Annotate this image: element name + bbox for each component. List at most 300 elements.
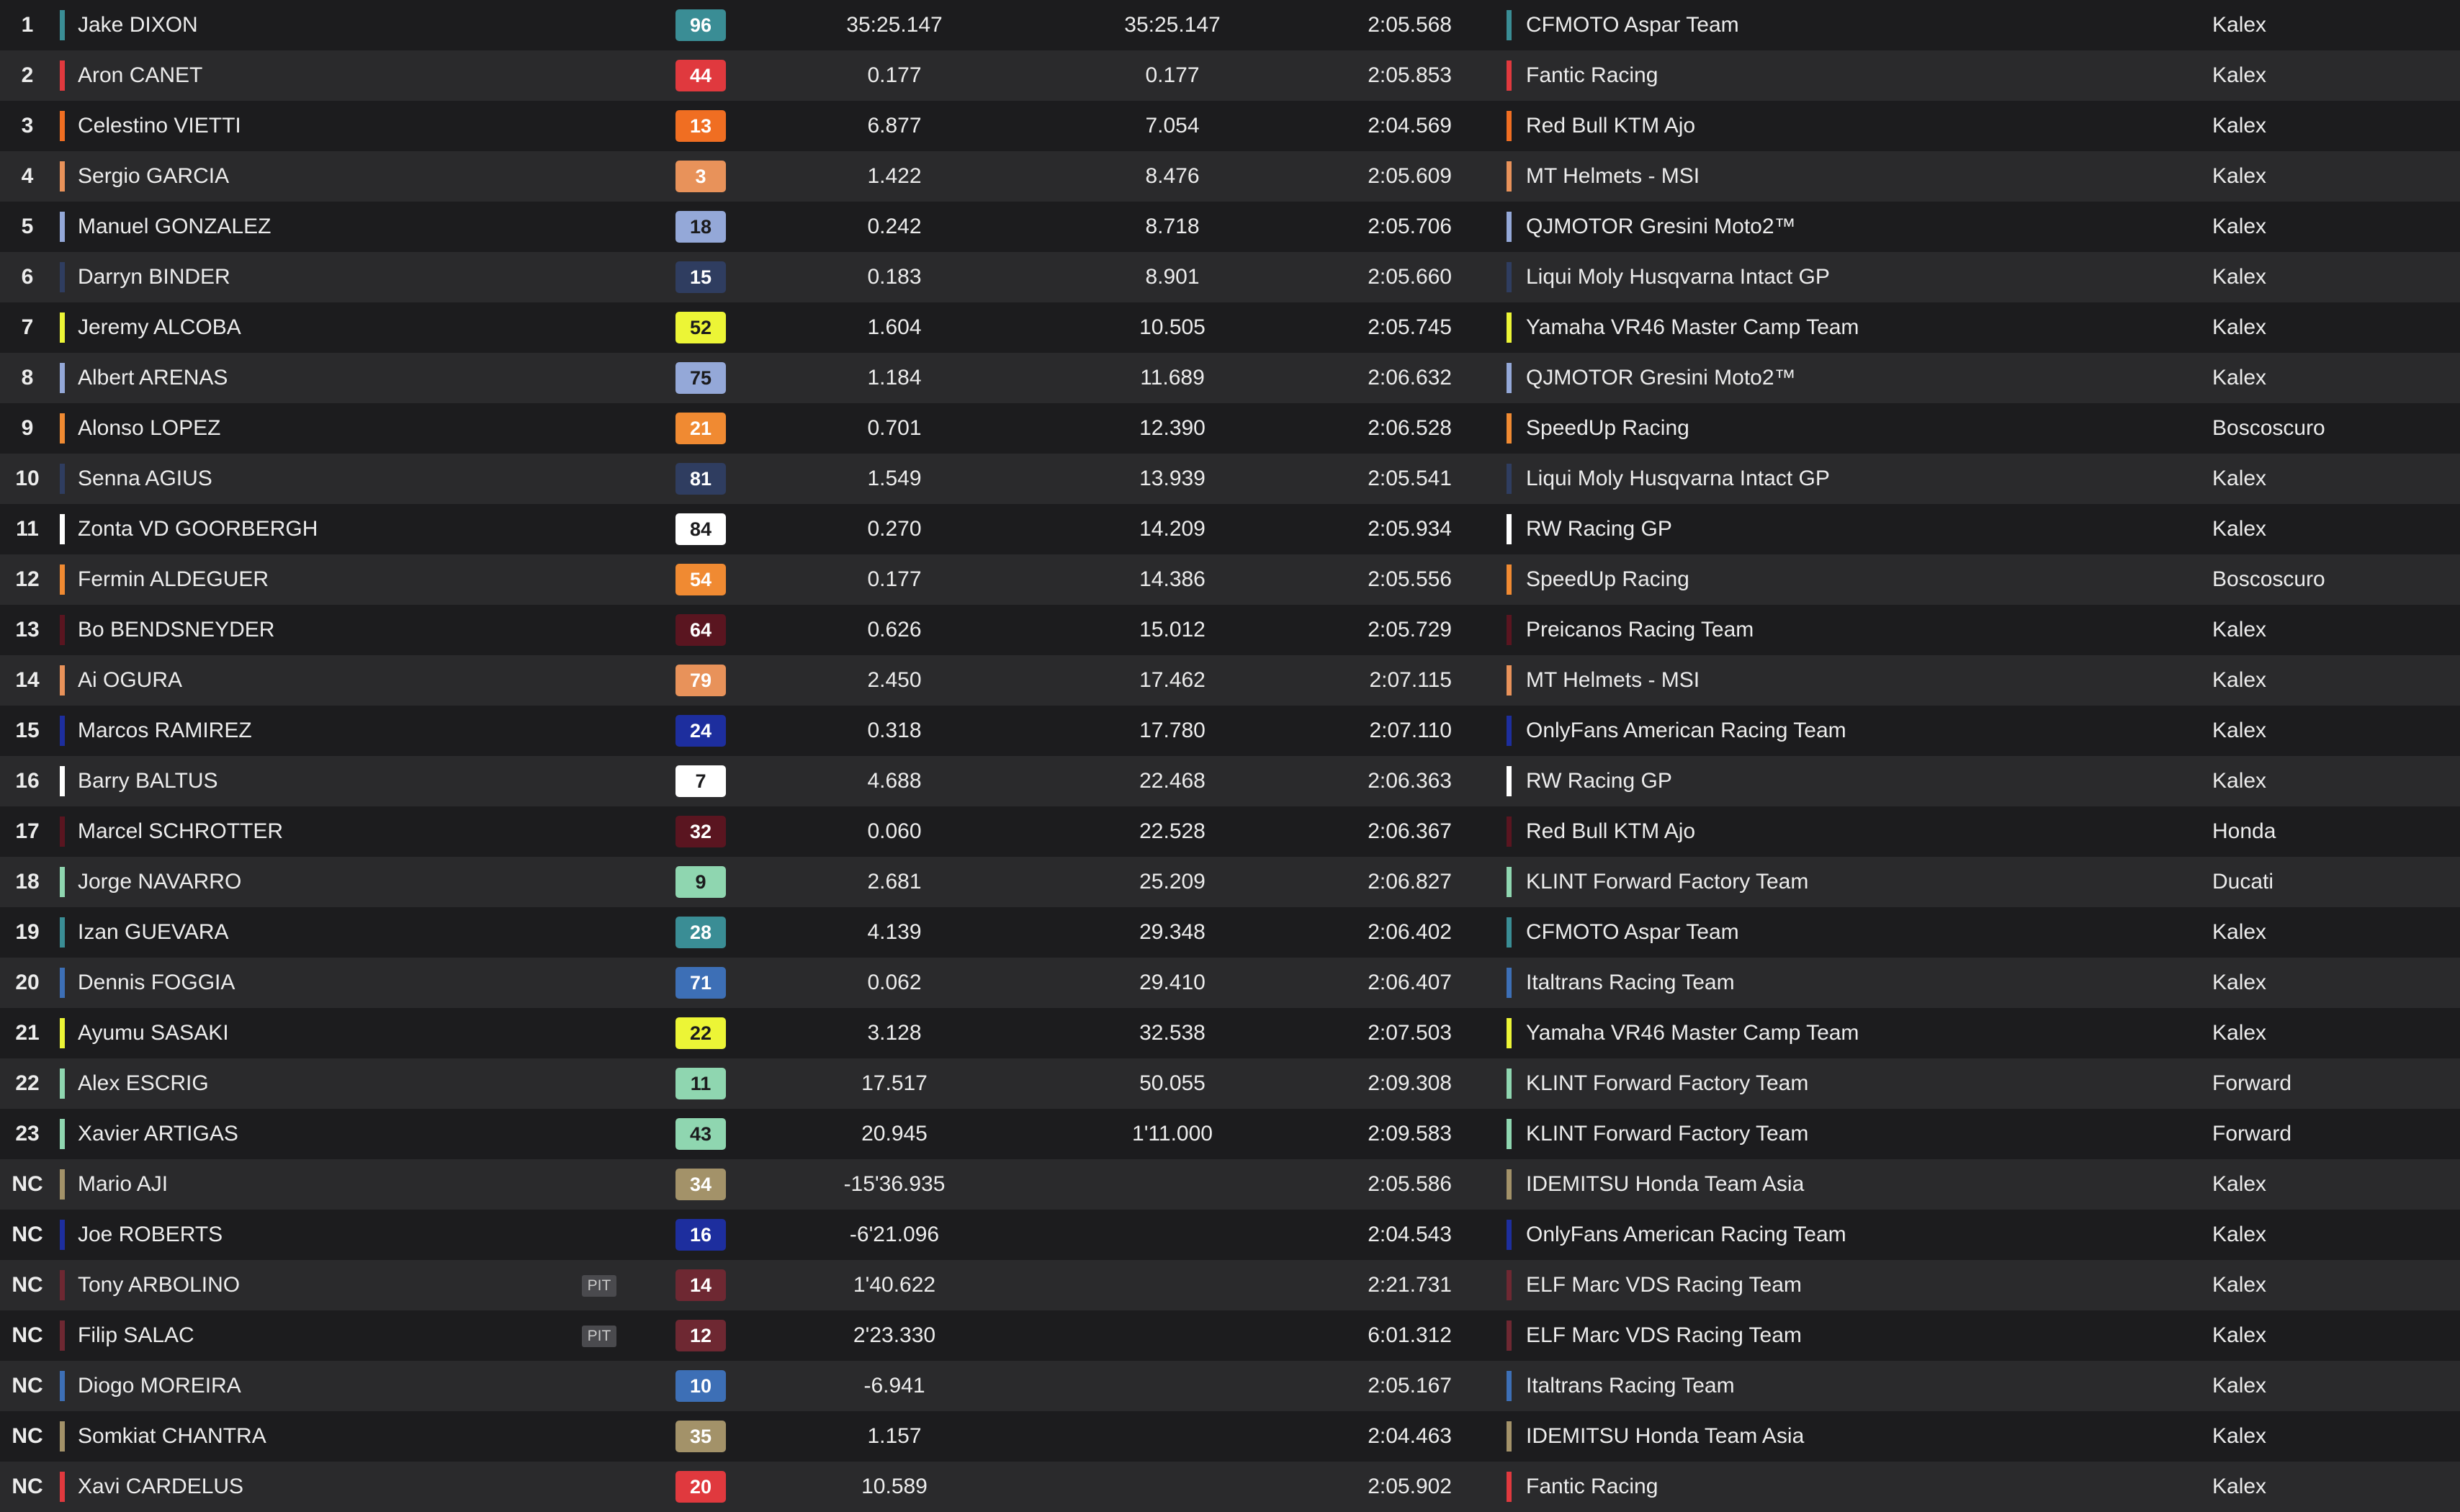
results-row[interactable] bbox=[0, 202, 2460, 252]
gap-to-previous: 1.184 bbox=[867, 366, 922, 390]
results-row[interactable] bbox=[0, 806, 2460, 857]
results-row[interactable] bbox=[0, 554, 2460, 605]
rider-name: Darryn BINDER bbox=[78, 265, 230, 289]
team-name: Liqui Moly Husqvarna Intact GP bbox=[1526, 265, 1830, 289]
position: 20 bbox=[15, 971, 40, 994]
gap-to-previous: 20.945 bbox=[861, 1122, 928, 1146]
constructor-name: Kalex bbox=[2212, 920, 2267, 944]
rider-number-badge: 22 bbox=[675, 1017, 726, 1049]
team-name: CFMOTO Aspar Team bbox=[1526, 13, 1739, 37]
position: 17 bbox=[15, 819, 40, 843]
team-name: QJMOTOR Gresini Moto2™ bbox=[1526, 215, 1796, 238]
team-color-stripe bbox=[1507, 1068, 1512, 1099]
constructor-name: Kalex bbox=[2212, 971, 2267, 994]
best-lap: 2:07.115 bbox=[1369, 668, 1452, 692]
team-name: KLINT Forward Factory Team bbox=[1526, 870, 1809, 894]
rider-team-color-stripe bbox=[60, 1018, 65, 1048]
rider-team-color-stripe bbox=[60, 514, 65, 544]
best-lap: 2:21.731 bbox=[1368, 1273, 1452, 1297]
rider-name: Barry BALTUS bbox=[78, 769, 218, 793]
results-row[interactable] bbox=[0, 1210, 2460, 1260]
team-color-stripe bbox=[1507, 867, 1512, 897]
team-name: IDEMITSU Honda Team Asia bbox=[1526, 1424, 1805, 1448]
team-name: Fantic Racing bbox=[1526, 1475, 1658, 1498]
best-lap: 2:04.463 bbox=[1368, 1424, 1452, 1448]
position: NC bbox=[12, 1424, 43, 1448]
rider-team-color-stripe bbox=[60, 1068, 65, 1099]
team-name: Fantic Racing bbox=[1526, 63, 1658, 87]
gap-to-previous: 2'23.330 bbox=[853, 1323, 936, 1347]
constructor-name: Kalex bbox=[2212, 1323, 2267, 1347]
team-name: OnlyFans American Racing Team bbox=[1526, 719, 1846, 742]
best-lap: 2:05.660 bbox=[1368, 265, 1452, 289]
rider-team-color-stripe bbox=[60, 816, 65, 847]
gap-to-previous: 0.062 bbox=[867, 971, 922, 994]
team-color-stripe bbox=[1507, 161, 1512, 192]
rider-number-badge: 34 bbox=[675, 1169, 726, 1200]
gap-to-leader: 15.012 bbox=[1139, 618, 1206, 642]
team-color-stripe bbox=[1507, 1119, 1512, 1149]
team-color-stripe bbox=[1507, 413, 1512, 444]
constructor-name: Kalex bbox=[2212, 114, 2267, 138]
best-lap: 2:05.167 bbox=[1368, 1374, 1452, 1398]
rider-team-color-stripe bbox=[60, 464, 65, 494]
constructor-name: Kalex bbox=[2212, 164, 2267, 188]
constructor-name: Kalex bbox=[2212, 366, 2267, 390]
results-row[interactable] bbox=[0, 655, 2460, 706]
constructor-name: Kalex bbox=[2212, 1424, 2267, 1448]
rider-number-badge: 14 bbox=[675, 1269, 726, 1301]
team-color-stripe bbox=[1507, 1220, 1512, 1250]
rider-team-color-stripe bbox=[60, 615, 65, 645]
rider-number-badge: 7 bbox=[675, 765, 726, 797]
team-name: MT Helmets - MSI bbox=[1526, 668, 1700, 692]
team-color-stripe bbox=[1507, 1371, 1512, 1401]
results-row[interactable] bbox=[0, 0, 2460, 50]
constructor-name: Boscoscuro bbox=[2212, 567, 2325, 591]
team-color-stripe bbox=[1507, 212, 1512, 242]
results-row[interactable] bbox=[0, 1310, 2460, 1361]
team-name: Yamaha VR46 Master Camp Team bbox=[1526, 1021, 1859, 1045]
gap-to-previous: 1.422 bbox=[867, 164, 922, 188]
rider-team-color-stripe bbox=[60, 1270, 65, 1300]
rider-team-color-stripe bbox=[60, 564, 65, 595]
rider-name: Celestino VIETTI bbox=[78, 114, 241, 138]
results-row[interactable] bbox=[0, 1260, 2460, 1310]
results-row[interactable] bbox=[0, 1008, 2460, 1058]
best-lap: 2:04.569 bbox=[1368, 114, 1452, 138]
rider-name: Jorge NAVARRO bbox=[78, 870, 242, 894]
position: NC bbox=[12, 1273, 43, 1297]
gap-to-leader: 25.209 bbox=[1139, 870, 1206, 894]
constructor-name: Kalex bbox=[2212, 1273, 2267, 1297]
rider-name: Fermin ALDEGUER bbox=[78, 567, 269, 591]
position: 14 bbox=[15, 668, 40, 692]
team-color-stripe bbox=[1507, 615, 1512, 645]
team-color-stripe bbox=[1507, 1270, 1512, 1300]
gap-to-leader: 13.939 bbox=[1139, 467, 1206, 490]
rider-number-badge: 35 bbox=[675, 1421, 726, 1452]
rider-name: Jake DIXON bbox=[78, 13, 198, 37]
results-row[interactable] bbox=[0, 857, 2460, 907]
results-row[interactable] bbox=[0, 353, 2460, 403]
position: NC bbox=[12, 1172, 43, 1196]
rider-name: Xavi CARDELUS bbox=[78, 1475, 244, 1498]
gap-to-previous: 3.128 bbox=[867, 1021, 922, 1045]
team-color-stripe bbox=[1507, 363, 1512, 393]
position: NC bbox=[12, 1223, 43, 1246]
constructor-name: Kalex bbox=[2212, 769, 2267, 793]
results-row[interactable] bbox=[0, 1109, 2460, 1159]
best-lap: 2:06.363 bbox=[1368, 769, 1452, 793]
gap-to-leader bbox=[1073, 1462, 1272, 1512]
rider-number-badge: 3 bbox=[675, 161, 726, 192]
best-lap: 2:06.367 bbox=[1368, 819, 1452, 843]
rider-name: Ai OGURA bbox=[78, 668, 183, 692]
rider-team-color-stripe bbox=[60, 1119, 65, 1149]
team-name: KLINT Forward Factory Team bbox=[1526, 1122, 1809, 1146]
rider-name: Marcos RAMIREZ bbox=[78, 719, 252, 742]
rider-team-color-stripe bbox=[60, 10, 65, 40]
gap-to-leader: 17.462 bbox=[1139, 668, 1206, 692]
team-name: SpeedUp Racing bbox=[1526, 416, 1689, 440]
rider-number-badge: 64 bbox=[675, 614, 726, 646]
rider-number-badge: 71 bbox=[675, 967, 726, 999]
constructor-name: Kalex bbox=[2212, 315, 2267, 339]
rider-name: Alonso LOPEZ bbox=[78, 416, 221, 440]
results-row[interactable] bbox=[0, 1462, 2460, 1512]
best-lap: 2:05.853 bbox=[1368, 63, 1452, 87]
gap-to-previous: -15'36.935 bbox=[843, 1172, 946, 1196]
rider-team-color-stripe bbox=[60, 1320, 65, 1351]
results-row[interactable] bbox=[0, 756, 2460, 806]
rider-name: Somkiat CHANTRA bbox=[78, 1424, 266, 1448]
results-row[interactable] bbox=[0, 605, 2460, 655]
team-color-stripe bbox=[1507, 1472, 1512, 1502]
rider-team-color-stripe bbox=[60, 363, 65, 393]
rider-team-color-stripe bbox=[60, 1220, 65, 1250]
rider-number-badge: 9 bbox=[675, 866, 726, 898]
results-row[interactable] bbox=[0, 1159, 2460, 1210]
team-color-stripe bbox=[1507, 1320, 1512, 1351]
constructor-name: Kalex bbox=[2212, 1021, 2267, 1045]
rider-number-badge: 75 bbox=[675, 362, 726, 394]
best-lap: 2:06.827 bbox=[1368, 870, 1452, 894]
gap-to-leader: 8.901 bbox=[1145, 265, 1200, 289]
gap-to-leader bbox=[1073, 1361, 1272, 1411]
rider-team-color-stripe bbox=[60, 262, 65, 292]
results-row[interactable] bbox=[0, 958, 2460, 1008]
rider-name: Jeremy ALCOBA bbox=[78, 315, 241, 339]
results-row[interactable] bbox=[0, 1058, 2460, 1109]
rider-number-badge: 54 bbox=[675, 564, 726, 595]
gap-to-leader: 1'11.000 bbox=[1132, 1122, 1213, 1146]
team-color-stripe bbox=[1507, 1169, 1512, 1200]
team-name: RW Racing GP bbox=[1526, 769, 1672, 793]
constructor-name: Kalex bbox=[2212, 13, 2267, 37]
results-row[interactable] bbox=[0, 101, 2460, 151]
team-color-stripe bbox=[1507, 968, 1512, 998]
rider-name: Joe ROBERTS bbox=[78, 1223, 223, 1246]
team-color-stripe bbox=[1507, 665, 1512, 696]
constructor-name: Kalex bbox=[2212, 1374, 2267, 1398]
constructor-name: Kalex bbox=[2212, 719, 2267, 742]
constructor-name: Boscoscuro bbox=[2212, 416, 2325, 440]
position: 19 bbox=[15, 920, 40, 944]
rider-number-badge: 10 bbox=[675, 1370, 726, 1402]
gap-to-previous: 0.177 bbox=[867, 63, 922, 87]
gap-to-previous: 0.701 bbox=[867, 416, 922, 440]
gap-to-previous: 17.517 bbox=[861, 1071, 928, 1095]
team-name: Red Bull KTM Ajo bbox=[1526, 114, 1696, 138]
rider-team-color-stripe bbox=[60, 716, 65, 746]
gap-to-leader bbox=[1073, 1210, 1272, 1260]
rider-team-color-stripe bbox=[60, 1169, 65, 1200]
rider-number-badge: 15 bbox=[675, 261, 726, 293]
rider-name: Senna AGIUS bbox=[78, 467, 212, 490]
gap-to-previous: 1.549 bbox=[867, 467, 922, 490]
gap-to-previous: 4.688 bbox=[867, 769, 922, 793]
team-color-stripe bbox=[1507, 60, 1512, 91]
results-row[interactable] bbox=[0, 706, 2460, 756]
best-lap: 2:05.902 bbox=[1368, 1475, 1452, 1498]
rider-team-color-stripe bbox=[60, 665, 65, 696]
gap-to-previous: 2.681 bbox=[867, 870, 922, 894]
rider-team-color-stripe bbox=[60, 413, 65, 444]
gap-to-previous: 0.060 bbox=[867, 819, 922, 843]
pit-badge: PIT bbox=[582, 1326, 616, 1347]
rider-team-color-stripe bbox=[60, 968, 65, 998]
rider-name: Izan GUEVARA bbox=[78, 920, 229, 944]
gap-to-leader: 11.689 bbox=[1140, 366, 1205, 390]
team-color-stripe bbox=[1507, 1018, 1512, 1048]
constructor-name: Kalex bbox=[2212, 265, 2267, 289]
position: 15 bbox=[15, 719, 40, 742]
rider-number-badge: 79 bbox=[675, 665, 726, 696]
rider-name: Aron CANET bbox=[78, 63, 203, 87]
team-color-stripe bbox=[1507, 564, 1512, 595]
best-lap: 6:01.312 bbox=[1368, 1323, 1452, 1347]
rider-name: Dennis FOGGIA bbox=[78, 971, 235, 994]
rider-team-color-stripe bbox=[60, 1421, 65, 1452]
gap-to-leader: 17.780 bbox=[1139, 719, 1206, 742]
rider-team-color-stripe bbox=[60, 1371, 65, 1401]
position: NC bbox=[12, 1475, 43, 1498]
gap-to-leader: 10.505 bbox=[1139, 315, 1206, 339]
team-name: Italtrans Racing Team bbox=[1526, 1374, 1735, 1398]
best-lap: 2:04.543 bbox=[1368, 1223, 1452, 1246]
best-lap: 2:07.110 bbox=[1369, 719, 1452, 742]
best-lap: 2:05.586 bbox=[1368, 1172, 1452, 1196]
team-name: ELF Marc VDS Racing Team bbox=[1526, 1273, 1802, 1297]
position: 2 bbox=[21, 63, 34, 87]
rider-number-badge: 13 bbox=[675, 110, 726, 142]
best-lap: 2:09.308 bbox=[1368, 1071, 1452, 1095]
gap-to-leader: 14.209 bbox=[1139, 517, 1206, 541]
results-row[interactable] bbox=[0, 151, 2460, 202]
team-color-stripe bbox=[1507, 10, 1512, 40]
team-name: CFMOTO Aspar Team bbox=[1526, 920, 1739, 944]
constructor-name: Forward bbox=[2212, 1071, 2292, 1095]
results-row[interactable] bbox=[0, 907, 2460, 958]
gap-to-leader: 7.054 bbox=[1145, 114, 1200, 138]
position: 8 bbox=[21, 366, 34, 390]
constructor-name: Kalex bbox=[2212, 618, 2267, 642]
results-row[interactable] bbox=[0, 1411, 2460, 1462]
rider-number-badge: 96 bbox=[675, 9, 726, 41]
gap-to-previous: 0.242 bbox=[867, 215, 922, 238]
position: 13 bbox=[15, 618, 40, 642]
gap-to-previous: 0.183 bbox=[867, 265, 922, 289]
best-lap: 2:05.706 bbox=[1368, 215, 1452, 238]
results-row[interactable] bbox=[0, 50, 2460, 101]
team-name: RW Racing GP bbox=[1526, 517, 1672, 541]
position: 6 bbox=[21, 265, 34, 289]
position: 5 bbox=[21, 215, 34, 238]
team-name: Liqui Moly Husqvarna Intact GP bbox=[1526, 467, 1830, 490]
best-lap: 2:06.402 bbox=[1368, 920, 1452, 944]
team-color-stripe bbox=[1507, 464, 1512, 494]
team-name: Yamaha VR46 Master Camp Team bbox=[1526, 315, 1859, 339]
rider-number-badge: 21 bbox=[675, 413, 726, 444]
team-color-stripe bbox=[1507, 514, 1512, 544]
rider-team-color-stripe bbox=[60, 161, 65, 192]
position: 10 bbox=[15, 467, 40, 490]
rider-team-color-stripe bbox=[60, 917, 65, 948]
rider-name: Manuel GONZALEZ bbox=[78, 215, 271, 238]
gap-to-leader: 50.055 bbox=[1139, 1071, 1206, 1095]
results-row[interactable] bbox=[0, 454, 2460, 504]
position: NC bbox=[12, 1374, 43, 1398]
rider-name: Bo BENDSNEYDER bbox=[78, 618, 275, 642]
constructor-name: Kalex bbox=[2212, 1223, 2267, 1246]
constructor-name: Honda bbox=[2212, 819, 2276, 843]
gap-to-leader: 12.390 bbox=[1139, 416, 1206, 440]
position: 22 bbox=[15, 1071, 40, 1095]
gap-to-previous: 2.450 bbox=[867, 668, 922, 692]
rider-number-badge: 12 bbox=[675, 1320, 726, 1351]
rider-number-badge: 52 bbox=[675, 312, 726, 343]
position: 18 bbox=[15, 870, 40, 894]
gap-to-leader: 0.177 bbox=[1145, 63, 1200, 87]
team-color-stripe bbox=[1507, 716, 1512, 746]
gap-to-leader bbox=[1073, 1310, 1272, 1361]
rider-number-badge: 18 bbox=[675, 211, 726, 243]
team-color-stripe bbox=[1507, 766, 1512, 796]
gap-to-previous: 0.626 bbox=[867, 618, 922, 642]
best-lap: 2:05.609 bbox=[1368, 164, 1452, 188]
rider-team-color-stripe bbox=[60, 766, 65, 796]
constructor-name: Kalex bbox=[2212, 467, 2267, 490]
rider-number-badge: 11 bbox=[675, 1068, 726, 1099]
gap-to-leader: 29.410 bbox=[1139, 971, 1206, 994]
best-lap: 2:05.541 bbox=[1368, 467, 1452, 490]
rider-team-color-stripe bbox=[60, 212, 65, 242]
position: 16 bbox=[15, 769, 40, 793]
rider-name: Ayumu SASAKI bbox=[78, 1021, 229, 1045]
best-lap: 2:05.729 bbox=[1368, 618, 1452, 642]
rider-name: Albert ARENAS bbox=[78, 366, 228, 390]
gap-to-previous: 4.139 bbox=[867, 920, 922, 944]
constructor-name: Kalex bbox=[2212, 1475, 2267, 1498]
team-color-stripe bbox=[1507, 312, 1512, 343]
best-lap: 2:06.528 bbox=[1368, 416, 1452, 440]
rider-team-color-stripe bbox=[60, 312, 65, 343]
rider-number-badge: 44 bbox=[675, 60, 726, 91]
rider-number-badge: 43 bbox=[675, 1118, 726, 1150]
rider-team-color-stripe bbox=[60, 1472, 65, 1502]
gap-to-previous: -6.941 bbox=[863, 1374, 925, 1398]
team-name: QJMOTOR Gresini Moto2™ bbox=[1526, 366, 1796, 390]
rider-team-color-stripe bbox=[60, 111, 65, 141]
gap-to-previous: 1.157 bbox=[867, 1424, 922, 1448]
gap-to-previous: -6'21.096 bbox=[849, 1223, 940, 1246]
results-row[interactable] bbox=[0, 252, 2460, 302]
rider-name: Zonta VD GOORBERGH bbox=[78, 517, 318, 541]
gap-to-leader: 22.468 bbox=[1139, 769, 1206, 793]
results-row[interactable] bbox=[0, 302, 2460, 353]
gap-to-previous: 1'40.622 bbox=[853, 1273, 936, 1297]
constructor-name: Forward bbox=[2212, 1122, 2292, 1146]
gap-to-leader: 8.476 bbox=[1145, 164, 1200, 188]
rider-number-badge: 84 bbox=[675, 513, 726, 545]
results-row[interactable] bbox=[0, 504, 2460, 554]
gap-to-leader: 14.386 bbox=[1139, 567, 1206, 591]
results-row[interactable] bbox=[0, 403, 2460, 454]
rider-team-color-stripe bbox=[60, 60, 65, 91]
position: NC bbox=[12, 1323, 43, 1347]
best-lap: 2:05.745 bbox=[1368, 315, 1452, 339]
best-lap: 2:07.503 bbox=[1368, 1021, 1452, 1045]
position: 4 bbox=[21, 164, 34, 188]
team-name: MT Helmets - MSI bbox=[1526, 164, 1700, 188]
rider-name: Mario AJI bbox=[78, 1172, 169, 1196]
position: 1 bbox=[21, 13, 34, 37]
gap-to-previous: 10.589 bbox=[861, 1475, 928, 1498]
rider-name: Sergio GARCIA bbox=[78, 164, 230, 188]
team-color-stripe bbox=[1507, 1421, 1512, 1452]
gap-to-leader: 29.348 bbox=[1139, 920, 1206, 944]
team-color-stripe bbox=[1507, 262, 1512, 292]
results-row[interactable] bbox=[0, 1361, 2460, 1411]
constructor-name: Kalex bbox=[2212, 1172, 2267, 1196]
gap-to-leader: 8.718 bbox=[1145, 215, 1200, 238]
position: 21 bbox=[15, 1021, 40, 1045]
team-name: SpeedUp Racing bbox=[1526, 567, 1689, 591]
team-name: OnlyFans American Racing Team bbox=[1526, 1223, 1846, 1246]
rider-number-badge: 32 bbox=[675, 816, 726, 847]
rider-name: Tony ARBOLINO bbox=[78, 1273, 241, 1297]
gap-to-previous: 0.318 bbox=[867, 719, 922, 742]
team-color-stripe bbox=[1507, 111, 1512, 141]
rider-number-badge: 81 bbox=[675, 463, 726, 495]
gap-to-leader bbox=[1073, 1159, 1272, 1210]
constructor-name: Kalex bbox=[2212, 63, 2267, 87]
team-name: Italtrans Racing Team bbox=[1526, 971, 1735, 994]
team-name: Preicanos Racing Team bbox=[1526, 618, 1754, 642]
best-lap: 2:05.568 bbox=[1368, 13, 1452, 37]
position: 9 bbox=[21, 416, 34, 440]
position: 3 bbox=[21, 114, 34, 138]
team-color-stripe bbox=[1507, 816, 1512, 847]
team-color-stripe bbox=[1507, 917, 1512, 948]
pit-badge: PIT bbox=[582, 1275, 616, 1297]
best-lap: 2:05.934 bbox=[1368, 517, 1452, 541]
rider-name: Diogo MOREIRA bbox=[78, 1374, 241, 1398]
rider-name: Alex ESCRIG bbox=[78, 1071, 209, 1095]
rider-number-badge: 20 bbox=[675, 1471, 726, 1503]
gap-to-leader: 35:25.147 bbox=[1124, 13, 1221, 37]
